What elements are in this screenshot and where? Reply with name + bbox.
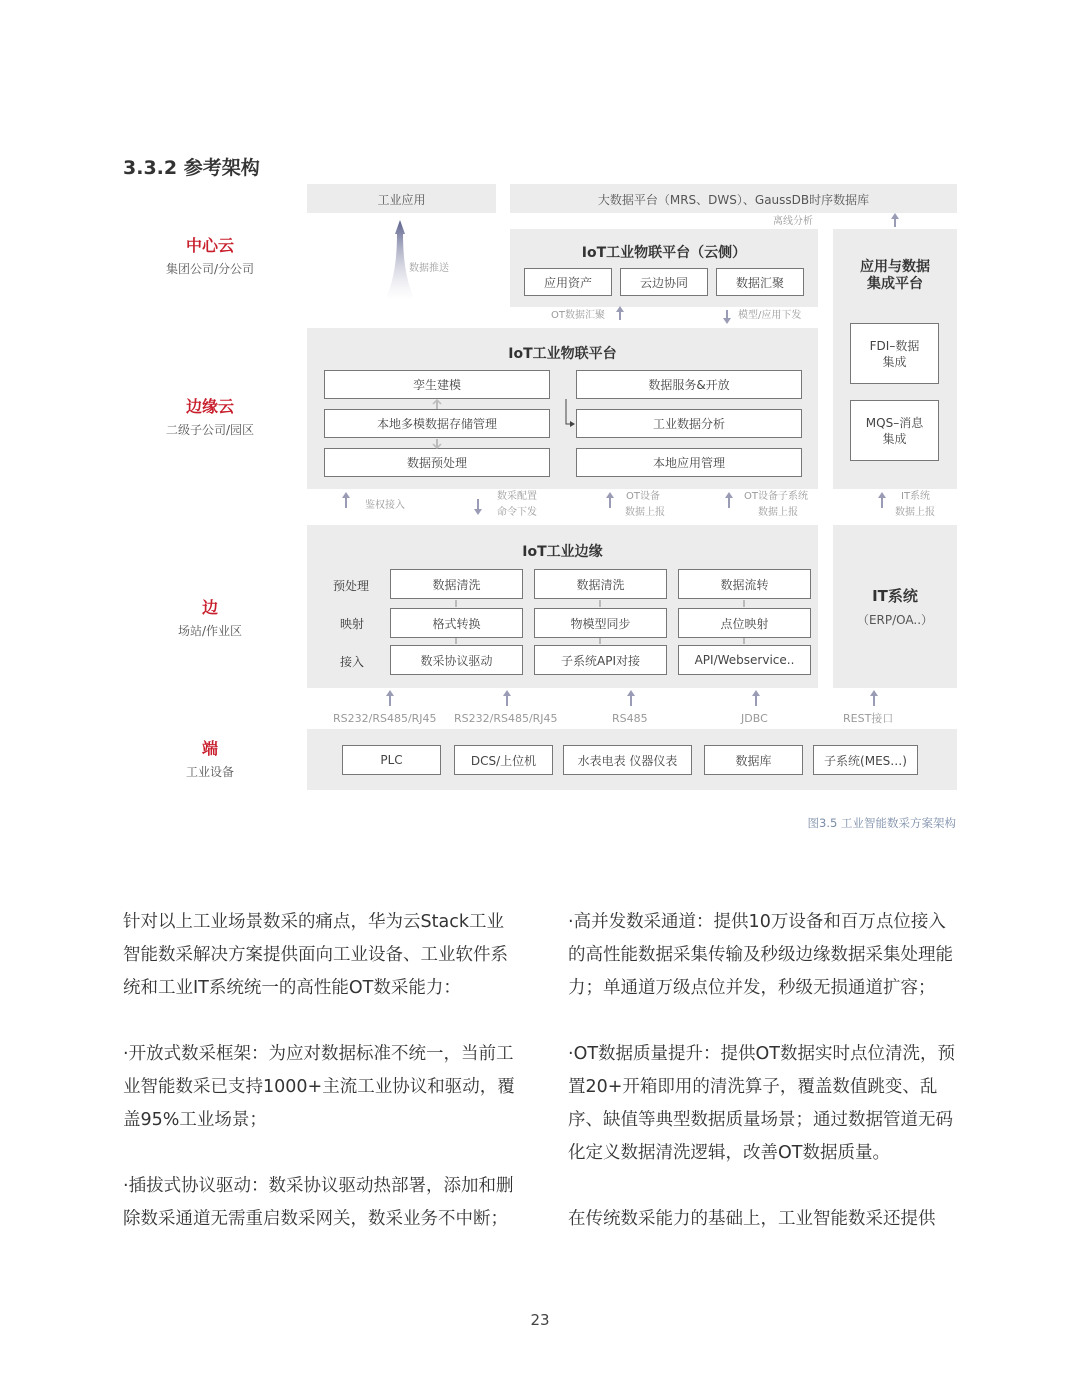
offline-label: 离线分析	[773, 216, 813, 227]
device-dcs: DCS/上位机	[454, 745, 553, 775]
auth-arrow-icon	[341, 491, 351, 509]
edge-cloud-connectors	[430, 399, 674, 449]
protocol-arrow-5-icon	[869, 689, 879, 707]
integration-mqs-box: MQS–消息集成	[850, 400, 939, 461]
level-edge-sub: 场站/作业区	[177, 624, 243, 638]
protocol-arrow-1-icon	[385, 689, 395, 707]
edge-box-clean-2: 数据清洗	[534, 569, 667, 599]
ot-dev-arrow-icon	[605, 491, 615, 509]
right-paragraph-continued: 在传统数采能力的基础上，工业智能数采还提供	[568, 1209, 936, 1229]
device-meters: 水表电表 仪器仪表	[563, 745, 692, 775]
section-title: 3.3.2 参考架构	[123, 157, 260, 179]
level-center-cloud-sub: 集团公司/分公司	[165, 262, 255, 276]
model-down-label: 模型/应用下发	[738, 310, 802, 321]
edge-cloud-data-service: 数据服务&开放	[576, 370, 802, 399]
edge-box-subsystem-api: 子系统API对接	[534, 645, 667, 675]
edge-cloud-local-app: 本地应用管理	[576, 448, 802, 477]
cloud-platform-title: IoT工业物联平台（云侧）	[581, 245, 747, 261]
level-center-cloud-name: 中心云	[185, 236, 234, 255]
bigdata-label: 大数据平台（MRS、DWS）、GaussDB时序数据库	[597, 193, 870, 207]
data-push-arrow-icon	[383, 218, 417, 302]
integration-title: 应用与数据集成平台	[860, 259, 930, 292]
edge-cloud-local-storage: 本地多模数据存储管理	[324, 409, 550, 438]
it-sys-arrow-icon	[877, 491, 887, 509]
protocol-label-4: JDBC	[741, 712, 768, 725]
page-number: 23	[530, 1311, 550, 1329]
industrial-apps-label: 工业应用	[377, 193, 426, 207]
left-paragraph-open-framework: ·开放式数采框架：为应对数据标准不统一，当前工业智能数采已支持1000+主流工业协议和驱动，覆盖95%工业场景；	[123, 1044, 515, 1130]
edge-box-model-sync: 物模型同步	[534, 608, 667, 638]
it-sys-label-2: 数据上报	[895, 507, 935, 518]
config-label-2: 命令下发	[497, 507, 537, 518]
level-edge-cloud-name: 边缘云	[185, 397, 234, 416]
right-paragraph-high-concurrency: ·高并发数采通道：提供10万设备和百万点位接入的高性能数据采集传输及秒级边缘数据采集处理能力；单通道万级点位并发，秒级无损通道扩容；	[568, 912, 953, 998]
protocol-arrow-3-icon	[626, 689, 636, 707]
protocol-label-3: RS485	[612, 712, 648, 725]
protocol-arrow-4-icon	[751, 689, 761, 707]
level-edge-name: 边	[201, 598, 218, 617]
config-label-1: 数采配置	[497, 491, 537, 502]
left-paragraph-intro: 针对以上工业场景数采的痛点，华为云Stack工业智能数采解决方案提供面向工业设备、工业软件系统和工业IT系统统一的高性能OT数采能力：	[123, 912, 508, 998]
edge-row-label-mapping: 映射	[340, 617, 365, 631]
protocol-arrow-2-icon	[502, 689, 512, 707]
right-paragraph-data-quality: ·OT数据质量提升：提供OT数据实时点位清洗，预置20+开箱即用的清洗算子，覆盖数值跳变、乱序、缺值等典型数据质量场景；通过数据管道无码化定义数据清洗逻辑，改善OT数据质量。	[568, 1044, 955, 1163]
edge-box-flow: 数据流转	[678, 569, 811, 599]
edge-cloud-data-analysis: 工业数据分析	[576, 409, 802, 438]
ot-sub-arrow-icon	[724, 491, 734, 509]
edge-cloud-twin-modeling: 孪生建模	[324, 370, 550, 399]
left-column	[123, 906, 515, 1269]
ot-sub-label-1: OT设备子系统	[744, 491, 808, 502]
it-system-sub: （ERP/OA..）	[856, 613, 934, 627]
cloud-box-cloud-edge: 云边协同	[620, 268, 708, 296]
ot-collect-arrow-icon	[615, 305, 625, 321]
edge-title: IoT工业边缘	[522, 544, 603, 560]
data-push-label: 数据推送	[409, 263, 449, 274]
it-sys-label-1: IT系统	[901, 491, 931, 502]
ot-dev-label-2: 数据上报	[625, 507, 665, 518]
it-system-panel	[833, 525, 957, 688]
integration-fdi-box: FDI–数据集成	[850, 323, 939, 384]
left-paragraph-plugin-driver: ·插拔式协议驱动：数采协议驱动热部署，添加和删除数采通道无需重启数采网关，数采业务不中断；	[123, 1176, 514, 1229]
protocol-label-5: REST接口	[843, 712, 894, 725]
config-arrow-icon	[473, 498, 483, 516]
edge-box-protocol-driver: 数采协议驱动	[390, 645, 523, 675]
level-device-name: 端	[201, 739, 218, 758]
ot-dev-label-1: OT设备	[626, 491, 660, 502]
protocol-label-2: RS232/RS485/RJ45	[454, 712, 558, 725]
device-subsystem: 子系统(MES…)	[813, 745, 918, 775]
edge-box-format: 格式转换	[390, 608, 523, 638]
cloud-box-app-assets: 应用资产	[524, 268, 612, 296]
edge-cloud-preprocess: 数据预处理	[324, 448, 550, 477]
cloud-box-data-aggregation: 数据汇聚	[716, 268, 804, 296]
edge-box-clean-1: 数据清洗	[390, 569, 523, 599]
model-down-arrow-icon	[722, 309, 732, 325]
offline-arrow-icon	[890, 212, 900, 228]
device-plc: PLC	[342, 745, 441, 775]
level-edge-cloud-sub: 二级子公司/园区	[165, 423, 255, 437]
device-database: 数据库	[704, 745, 803, 775]
edge-box-point-map: 点位映射	[678, 608, 811, 638]
auth-label: 鉴权接入	[365, 500, 405, 511]
edge-connectors	[450, 599, 760, 645]
it-system-title: IT系统	[872, 587, 918, 605]
figure-caption: 图3.5 工业智能数采方案架构	[807, 816, 956, 830]
ot-sub-label-2: 数据上报	[758, 507, 798, 518]
edge-cloud-title: IoT工业物联平台	[508, 346, 617, 362]
edge-box-webservice: API/Webservice..	[678, 645, 811, 675]
right-column	[568, 906, 960, 1269]
level-device-sub: 工业设备	[185, 765, 234, 779]
protocol-label-1: RS232/RS485/RJ45	[333, 712, 437, 725]
edge-row-label-access: 接入	[340, 655, 365, 669]
ot-collect-label: OT数据汇聚	[551, 310, 605, 321]
edge-row-label-preprocess: 预处理	[333, 579, 370, 593]
